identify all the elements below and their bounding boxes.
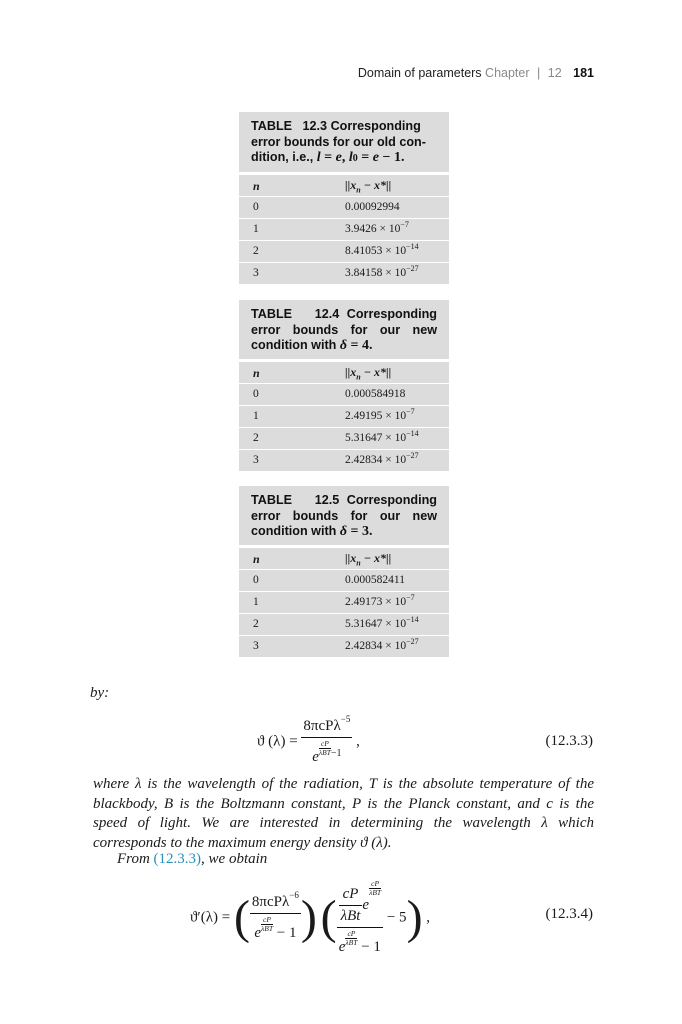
cell-error [345, 201, 400, 213]
cell-error [345, 406, 415, 422]
table-row [239, 613, 449, 635]
table-row [239, 427, 449, 449]
table-label: TABLE [251, 493, 293, 507]
equation-12-3-4 [190, 880, 430, 956]
col-header-n: n [253, 178, 260, 193]
header-separator: | [537, 66, 541, 80]
cell-exponent: −27 [406, 450, 419, 460]
denominator-tail: − 1 [276, 925, 297, 942]
left-paren: ( [320, 891, 337, 945]
table-12-4 [239, 300, 449, 471]
denominator-tail: − 1 [361, 939, 381, 956]
cell-n: 1 [253, 222, 259, 235]
right-paren: ) [406, 891, 423, 945]
cell-error [345, 574, 405, 586]
equation-12-3-3 [257, 714, 360, 766]
cell-exponent: −14 [406, 614, 419, 624]
table-row [239, 196, 449, 218]
numerator-base: 8πcPλ [303, 718, 341, 734]
caption-text: Corresponding error bounds for our old con- dition, i.e., [251, 119, 426, 164]
cell-error [345, 388, 405, 400]
table-row [239, 218, 449, 240]
equation-fraction [301, 714, 352, 766]
fraction-2-denominator [337, 927, 384, 956]
cell-exponent: −14 [406, 428, 419, 438]
cell-exponent: −27 [406, 263, 419, 273]
cell-n: 1 [253, 409, 259, 422]
cell-mantissa: 5.31647 × 10 [345, 617, 407, 630]
table-row [239, 591, 449, 613]
col-header-n: n [253, 551, 260, 566]
lead-in-text: by: [90, 685, 110, 701]
col-header-error: $||x_n - x*||$ [345, 550, 392, 567]
denominator-base: e [254, 925, 261, 942]
fraction-1-denominator [250, 913, 301, 942]
cell-exponent: −27 [406, 636, 419, 646]
header-chapter-word: Chapter [485, 66, 530, 80]
from-text-end: , we obtain [201, 851, 268, 867]
equation-number: (12.3.3) [545, 733, 593, 749]
exponent [369, 880, 381, 897]
denominator-exponent [319, 740, 331, 757]
equation-fraction-2 [337, 880, 384, 956]
cell-error [345, 241, 419, 257]
cell-mantissa: 2.49173 × 10 [345, 595, 407, 608]
left-paren: ( [233, 891, 250, 945]
cell-error [345, 614, 419, 630]
running-header [358, 66, 594, 80]
cell-mantissa: 2.42834 × 10 [345, 453, 407, 466]
table-header-row [239, 545, 449, 569]
header-chapter-number: 12 [547, 66, 562, 80]
minus-five: − 5 [386, 909, 407, 926]
cell-exponent: −7 [400, 219, 409, 229]
inner-denominator: λBt [339, 905, 363, 925]
denominator-base: e [338, 939, 346, 956]
cell-n: 2 [253, 617, 259, 630]
table-12-5 [239, 486, 449, 657]
cell-error [345, 636, 419, 652]
denominator-exponent [261, 916, 273, 933]
caption-text: Corresponding error bounds for our new condition with [251, 493, 438, 538]
table-12-3 [239, 112, 449, 284]
cell-n: 3 [253, 639, 259, 652]
fraction-2-numerator [337, 880, 384, 927]
cell-mantissa: 0.000584918 [345, 387, 406, 400]
cell-n: 2 [253, 431, 259, 444]
table-number: 12.5 [314, 493, 340, 507]
cell-exponent: −14 [406, 241, 419, 251]
table-caption [239, 486, 449, 545]
table-row [239, 383, 449, 405]
equation-lhs: ϑ′(λ) = [190, 909, 231, 926]
cell-mantissa: 3.9426 × 10 [345, 222, 401, 235]
cell-mantissa: 2.42834 × 10 [345, 639, 407, 652]
caption-math: l = e, l0 = e − 1. [316, 150, 405, 165]
cell-mantissa: 8.41053 × 10 [345, 244, 407, 257]
col-header-n: n [253, 365, 260, 380]
denominator-exponent [345, 930, 357, 947]
equation-number: (12.3.4) [545, 906, 593, 922]
inner-fraction [339, 886, 363, 925]
page-number: 181 [573, 66, 594, 80]
body-paragraph: where λ is the wavelength of the radiation, T is the absolute temperature of the blackbody, B is the Boltzmann constant, P is the Planck constant, and c is the speed of light. We are interested in determining the wavelength λ which corresponds to the maximum energy density ϑ (λ). [93, 776, 594, 852]
table-header-row [239, 359, 449, 383]
table-row [239, 240, 449, 262]
cell-mantissa: 2.49195 × 10 [345, 409, 407, 422]
numerator-exponent: −6 [289, 890, 299, 901]
fraction-1-numerator [250, 890, 301, 913]
col-header-error: $||x_n - x*||$ [345, 177, 392, 194]
cell-n: 2 [253, 244, 259, 257]
from-line [117, 851, 267, 868]
table-row [239, 449, 449, 471]
exp-top: cP [319, 740, 331, 749]
cell-mantissa: 3.84158 × 10 [345, 266, 407, 279]
exp-top: cP [261, 916, 273, 925]
table-row [239, 635, 449, 657]
caption-math: δ = 3. [339, 524, 373, 539]
equation-comma: , [356, 733, 360, 750]
cell-mantissa: 0.000582411 [345, 573, 405, 586]
caption-text: Corresponding error bounds for our new condition with [251, 307, 438, 352]
right-paren: ) [300, 891, 317, 945]
table-number: 12.3 [302, 119, 328, 133]
table-row [239, 262, 449, 284]
cell-exponent: −7 [406, 406, 415, 416]
table-label: TABLE [251, 119, 293, 133]
col-header-error: $||x_n - x*||$ [345, 364, 392, 381]
cell-exponent: −7 [406, 592, 415, 602]
equation-denominator [301, 737, 352, 766]
cell-n: 3 [253, 266, 259, 279]
table-number: 12.4 [314, 307, 340, 321]
table-header-row [239, 172, 449, 196]
denominator-tail: −1 [330, 748, 342, 759]
cell-n: 3 [253, 453, 259, 466]
exp-bottom: λBT [345, 938, 358, 948]
table-row [239, 569, 449, 591]
equation-reference-link[interactable]: (12.3.3) [153, 851, 202, 867]
numerator-exponent: −5 [340, 714, 351, 724]
equation-fraction-1 [250, 890, 301, 942]
equation-numerator [301, 714, 352, 737]
cell-n: 1 [253, 595, 259, 608]
caption-math: δ = 4. [339, 338, 373, 353]
cell-n: 0 [253, 573, 259, 586]
from-text: From [117, 851, 150, 867]
cell-error [345, 450, 419, 466]
exp-base: e [362, 897, 370, 914]
inner-numerator: cP [342, 886, 359, 903]
exp-top: cP [345, 930, 357, 939]
cell-error [345, 263, 419, 279]
cell-error [345, 592, 415, 608]
numerator-base: 8πcPλ [251, 894, 290, 911]
cell-error [345, 428, 419, 444]
cell-n: 0 [253, 200, 259, 213]
cell-error [345, 219, 409, 235]
cell-mantissa: 0.00092994 [345, 200, 400, 213]
table-caption [239, 300, 449, 359]
equation-lhs: ϑ (λ) = [257, 733, 298, 750]
denominator-base: e [312, 749, 319, 765]
equation-comma: , [426, 909, 431, 926]
exp-bottom: λBT [318, 748, 331, 757]
cell-n: 0 [253, 387, 259, 400]
table-row [239, 405, 449, 427]
exp-top: cP [369, 880, 381, 889]
cell-mantissa: 5.31647 × 10 [345, 431, 407, 444]
table-label: TABLE [251, 307, 293, 321]
header-section: Domain of parameters [357, 66, 482, 80]
exp-bottom: λBT [369, 888, 382, 897]
exp-bottom: λBT [260, 924, 273, 934]
table-caption [239, 112, 449, 172]
